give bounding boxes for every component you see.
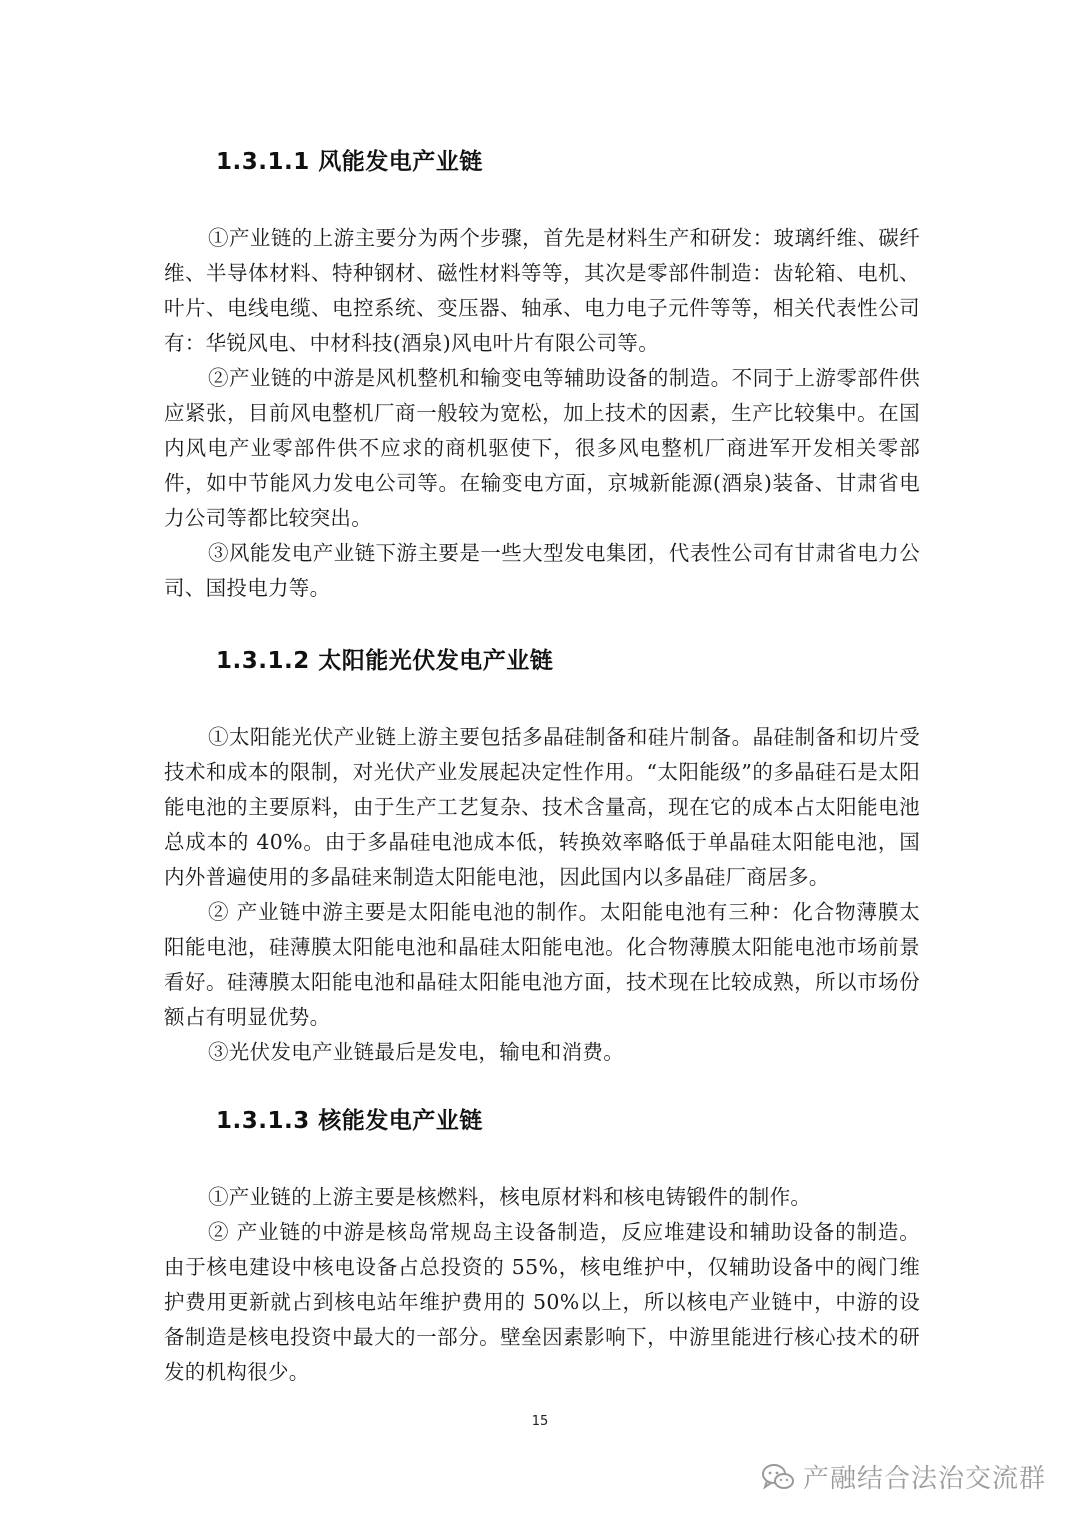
paragraph: ①太阳能光伏产业链上游主要包括多晶硅制备和硅片制备。晶硅制备和切片受技术和成本的限制，对光伏产业发展起决定性作用。“太阳能级”的多晶硅石是太阳能电池的主要原料，由于生产工艺复杂、技术含量高，现在它的成本占太阳能电池总成本的 40%。由于多晶硅电池成本低，转换效率略低于单晶硅太阳能电池，国内外普遍使用的多晶硅来制造太阳能电池，因此国内以多晶硅厂商居多。 bbox=[164, 725, 920, 889]
section-solar-pv bbox=[164, 642, 920, 1070]
paragraph: ③光伏发电产业链最后是发电，输电和消费。 bbox=[208, 1040, 624, 1064]
watermark bbox=[761, 1458, 1046, 1495]
paragraph: ②产业链的中游是风机整机和输变电等辅助设备的制造。不同于上游零部件供应紧张，目前风电整机厂商一般较为宽松，加上技术的因素，生产比较集中。在国内风电产业零部件供不应求的商机驱使下，很多风电整机厂商进军开发相关零部件，如中节能风力发电公司等。在输变电方面，京城新能源(酒泉)装备、甘肃省电力公司等都比较突出。 bbox=[164, 366, 920, 530]
section-heading: 1.3.1.3 核能发电产业链 bbox=[216, 1108, 483, 1134]
watermark-text: 产融结合法治交流群 bbox=[802, 1464, 1046, 1494]
section-wind-power bbox=[164, 143, 920, 606]
section-heading: 1.3.1.1 风能发电产业链 bbox=[216, 149, 483, 175]
paragraph: ③风能发电产业链下游主要是一些大型发电集团，代表性公司有甘肃省电力公司、国投电力等。 bbox=[164, 541, 920, 600]
paragraph: ①产业链的上游主要是核燃料，核电原材料和核电铸锻件的制作。 bbox=[208, 1185, 812, 1209]
section-heading: 1.3.1.2 太阳能光伏发电产业链 bbox=[216, 648, 554, 674]
wechat-icon bbox=[761, 1462, 795, 1492]
paragraph: ② 产业链的中游是核岛常规岛主设备制造，反应堆建设和辅助设备的制造。由于核电建设中核电设备占总投资的 55%，核电维护中，仅辅助设备中的阀门维护费用更新就占到核电站年维护费用的 50%以上，所以核电产业链中，中游的设备制造是核电投资中最大的一部分。壁垒因素影响下，中游里能进行核心技术的研发的机构很少。 bbox=[164, 1220, 920, 1384]
paragraph: ①产业链的上游主要分为两个步骤，首先是材料生产和研发：玻璃纤维、碳纤维、半导体材料、特种钢材、磁性材料等等，其次是零部件制造：齿轮箱、电机、叶片、电线电缆、电控系统、变压器、轴承、电力电子元件等等，相关代表性公司有：华锐风电、中材科技(酒泉)风电叶片有限公司等。 bbox=[164, 226, 920, 355]
section-nuclear-power bbox=[164, 1102, 920, 1390]
page-number: 15 bbox=[531, 1414, 549, 1429]
paragraph: ② 产业链中游主要是太阳能电池的制作。太阳能电池有三种：化合物薄膜太阳能电池，硅薄膜太阳能电池和晶硅太阳能电池。化合物薄膜太阳能电池市场前景看好。硅薄膜太阳能电池和晶硅太阳能电池方面，技术现在比较成熟，所以市场份额占有明显优势。 bbox=[164, 900, 920, 1029]
